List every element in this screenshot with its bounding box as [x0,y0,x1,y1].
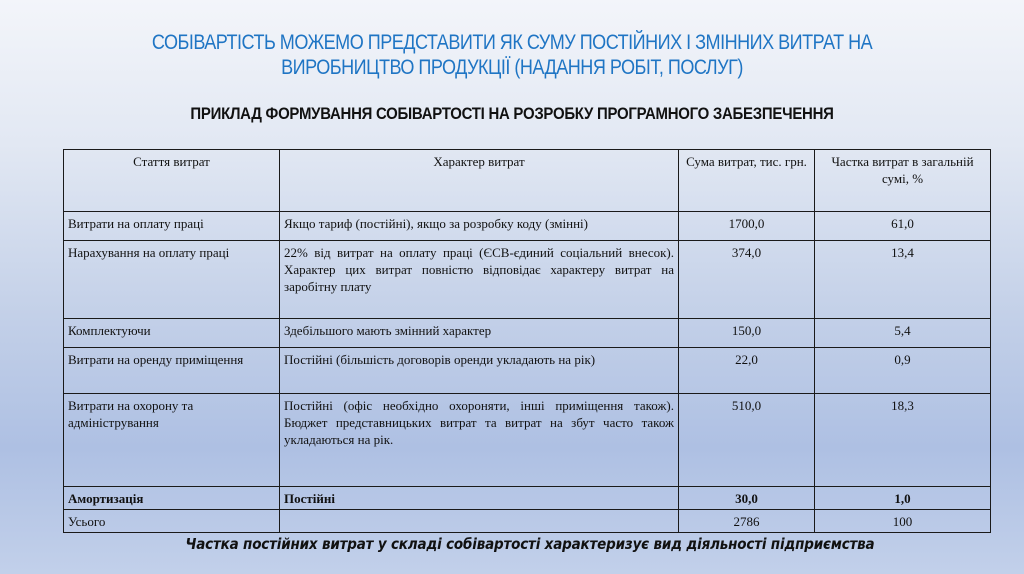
cell-item: Амортизація [64,487,280,510]
cell-nature: 22% від витрат на оплату праці (ЄСВ-єдиний соціальний внесок). Характер цих витрат повністю відповідає характеру витрат на заробітну плату [280,241,679,319]
table-header-row [64,150,991,212]
slide-footer-note: Частка постійних витрат у складі собівартості характеризує вид діяльності підприємства [185,535,875,553]
cell-nature: Здебільшого мають змінний характер [280,319,679,348]
cell-share: 61,0 [815,212,991,241]
table-row [64,394,991,487]
table-row [64,241,991,319]
header-cost-sum: Сума витрат, тис. грн. [679,150,815,212]
table-row-total [64,510,991,533]
table-row [64,348,991,394]
cell-sum: 22,0 [679,348,815,394]
table-row [64,319,991,348]
cell-share: 1,0 [815,487,991,510]
slide-title-line-2: ВИРОБНИЦТВО ПРОДУКЦІЇ (НАДАННЯ РОБІТ, ПОСЛУГ) [281,56,743,79]
slide-subtitle: ПРИКЛАД ФОРМУВАННЯ СОБІВАРТОСТІ НА РОЗРОБКУ ПРОГРАМНОГО ЗАБЕЗПЕЧЕННЯ [190,104,834,123]
header-cost-share: Частка витрат в загальній сумі, % [815,150,991,212]
table-row-depreciation [64,487,991,510]
header-cost-nature: Характер витрат [280,150,679,212]
cell-sum: 1700,0 [679,212,815,241]
cell-nature: Якщо тариф (постійні), якщо за розробку коду (змінні) [280,212,679,241]
slide-title [72,30,953,80]
cell-item: Усього [64,510,280,533]
cell-item: Нарахування на оплату праці [64,241,280,319]
cell-nature: Постійні [280,487,679,510]
table-row [64,212,991,241]
cell-sum: 150,0 [679,319,815,348]
cell-sum: 30,0 [679,487,815,510]
cell-item: Витрати на оренду приміщення [64,348,280,394]
cell-share: 0,9 [815,348,991,394]
cell-item: Комплектуючи [64,319,280,348]
cell-item: Витрати на охорону та адміністрування [64,394,280,487]
header-cost-item: Стаття витрат [64,150,280,212]
cell-sum: 374,0 [679,241,815,319]
cell-sum: 510,0 [679,394,815,487]
cell-share: 100 [815,510,991,533]
cell-nature [280,510,679,533]
cell-share: 5,4 [815,319,991,348]
cell-nature: Постійні (офіс необхідно охороняти, інші приміщення також). Бюджет представницьких витрат та витрат на збут часто також укладаються на рік. [280,394,679,487]
cell-share: 18,3 [815,394,991,487]
cell-item: Витрати на оплату праці [64,212,280,241]
cell-sum: 2786 [679,510,815,533]
cell-nature: Постійні (більшість договорів оренди укладають на рік) [280,348,679,394]
cost-table [63,149,991,533]
cell-share: 13,4 [815,241,991,319]
slide-title-line-1: СОБІВАРТІСТЬ МОЖЕМО ПРЕДСТАВИТИ ЯК СУМУ ПОСТІЙНИХ І ЗМІННИХ ВИТРАТ НА [151,31,873,54]
